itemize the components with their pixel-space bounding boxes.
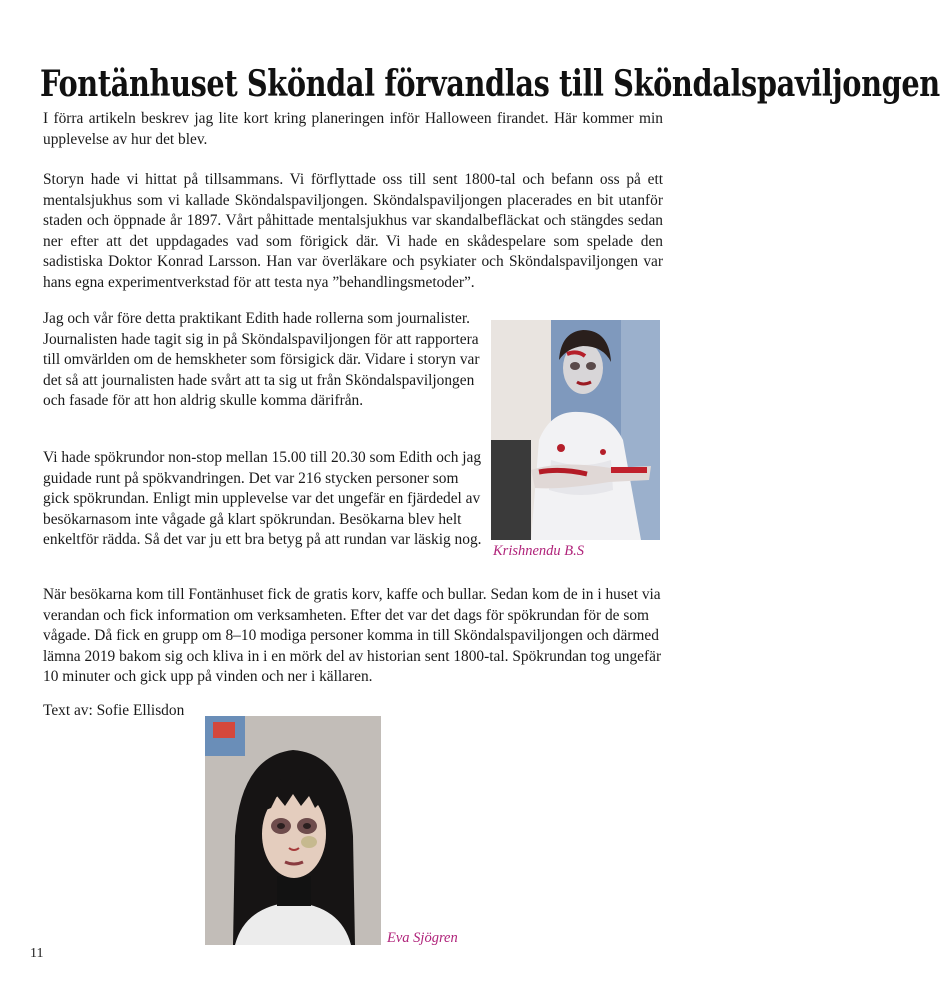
- photo-zombie-costume: [491, 320, 660, 540]
- paragraph-intro: I förra artikeln beskrev jag lite kort kring planeringen inför Halloween firandet. Här kommer min upplevelse av hur det blev.: [43, 110, 663, 148]
- article-title: Fontänhuset Sköndal förvandlas till Sköndalspaviljongen: [40, 63, 940, 106]
- paragraph-story: Storyn hade vi hittat på tillsammans. Vi förflyttade oss till sent 1800-tal och befann oss på ett mentalsjukhus som vi kallade Sköndalspaviljongen. Sköndalspaviljongen placerades en bit utanför staden och öppnade år 1897. Vårt påhittade mentalsjukhus var skandalbefläckat och stängdes sedan ner efter att det uppdagades vad som förigick där. Vi hade en skådespelare som spelade den sadistiska Doktor Konrad Larsson. Han var överläkare och psykiater och Sköndalspaviljongen var hans egna experimentverkstad för att testa nya ”behandlingsmetoder”.: [43, 171, 663, 291]
- photo-caption-2: Eva Sjögren: [387, 930, 458, 946]
- photo-zombie-costume-image: [491, 320, 660, 540]
- page-number: 11: [30, 946, 44, 961]
- photo-caption-1: Krishnendu B.S: [493, 543, 585, 559]
- photo-zombie-makeup-portrait: [205, 716, 381, 945]
- photo-zombie-makeup-portrait-image: [205, 716, 381, 945]
- author-credit: Text av: Sofie Ellisdon: [43, 702, 185, 719]
- paragraph-ghost-tours: Vi hade spökrundor non-stop mellan 15.00 till 20.30 som Edith och jag guidade runt på spökvandringen. Det var 216 stycken personer som gick spökrundan. Enligt min upplevelse var det ungefär en fjärdedel av besökarnasom inte vågade gå klart spökrundan. Besökarna blev helt enkeltför rädda. Så det var ju ett bra betyg på att rundan var läskig nog.: [43, 449, 482, 548]
- paragraph-visitors: När besökarna kom till Fontänhuset fick de gratis korv, kaffe och bullar. Sedan kom de in i huset via verandan och fick information om verksamheten. Efter det var det dags för spökrundan för de som vågade. Då fick en grupp om 8–10 modiga personer komma in till Sköndalspaviljongen och därmed lämna 2019 bakom sig och kliva in i en mörk del av historian sent 1800-tal. Spökrundan tog ungefär 10 minuter och gick upp på vinden och ner i källaren.: [43, 586, 662, 685]
- paragraph-journalists: Jag och vår före detta praktikant Edith hade rollerna som journalister. Journalisten hade tagit sig in på Sköndalspaviljongen för att rapportera till omvärlden om de hemskheter som försigick där. Vidare i storyn var det så att journalisten hade svårt att ta sig ut från Sköndalspaviljongen och fasade för att hon aldrig skulle komma därifrån.: [43, 310, 480, 409]
